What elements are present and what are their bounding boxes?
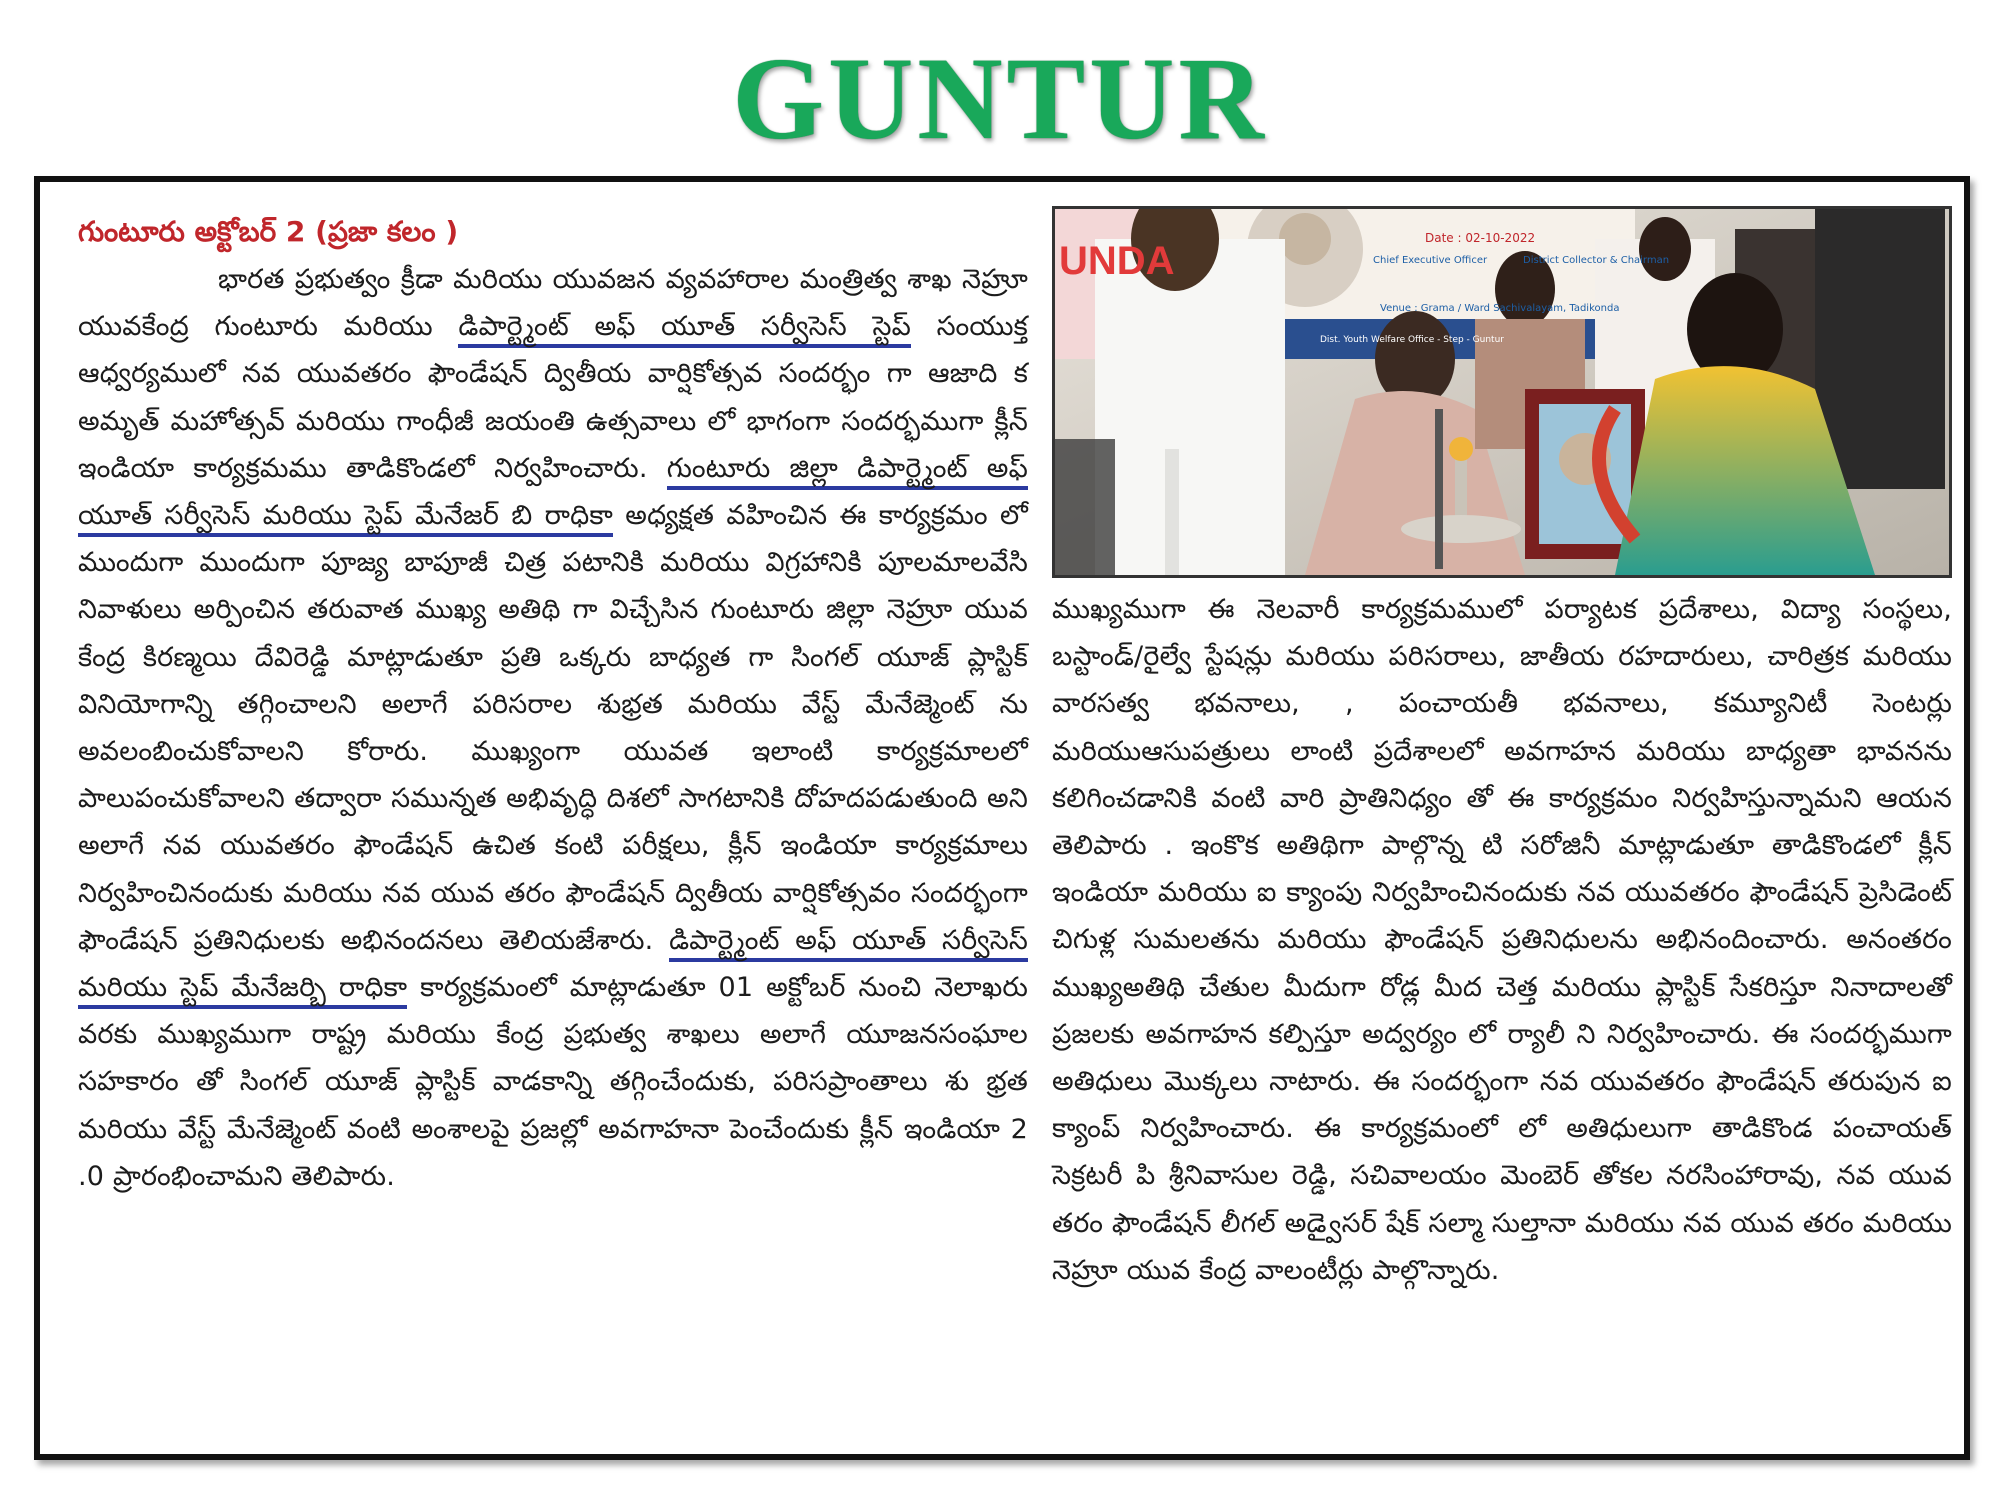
article-dateline: గుంటూరు అక్టోబర్ 2 (ప్రజా కలం ) [78, 215, 459, 248]
article-left-column [78, 210, 1028, 1200]
article-right-column [1052, 586, 1952, 1294]
banner-date: Date : 02-10-2022 [1425, 231, 1536, 245]
underlined-phrase: డిపార్ట్మెంట్ అఫ్ యూత్ సర్వీసెస్ స్టెప్ [458, 311, 911, 348]
masthead-title: GUNTUR [732, 33, 1268, 164]
banner-text-unda: UNDA [1059, 239, 1175, 283]
photo-illustration [1055, 209, 1949, 575]
text-run: అధ్యక్షత వహించిన ఈ కార్యక్రమం లో ముందుగా ముందుగా పూజ్య బాపూజీ చిత్ర పటానికి మరియు విగ్రహానికి పూలమాలవేసి నివాళులు అర్పించిన తరువాత ముఖ్య అతిథి గా విచ్చేసిన గుంటూరు జిల్లా నెహ్రూ యువ కేంద్ర కిరణ్మయి దేవిరెడ్డి మాట్లాడుతూ ప్రతి ఒక్కరు బాధ్యత గా సింగల్ యూజ్ ప్లాస్టిక్ వినియోగాన్ని తగ్గించాలని అలాగే పరిసరాల శుభ్రత మరియు వేస్ట్ మేనేజ్మెంట్ ను అవలంబించుకోవాలని కోరారు. ముఖ్యంగా యువత ఇలాంటి కార్యక్రమాలలో పాలుపంచుకోవాలని తద్వారా సమున్నత అభివృద్ధి దిశలో సాగటానికి దోహదపడుతుంది అని అలాగే నవ యువతరం ఫౌండేషన్ ఉచిత కంటి పరీక్షలు, క్లీన్ ఇండియా కార్యక్రమాలు నిర్వహించినందుకు మరియు నవ యువ తరం ఫౌండేషన్ ద్వితీయ వార్షికోత్సవం సందర్భంగా ఫౌండేషన్ ప్రతినిధులకు అభినందనలు తెలియజేశారు. [78, 500, 1028, 956]
event-photo [1052, 206, 1952, 578]
article-body-left [78, 256, 1028, 1200]
text-run: సంయుక్త ఆధ్వర్యములో నవ యువతరం ఫౌండేషన్ ద్వితీయ వార్షికోత్సవ సందర్భం గా ఆజాది క అమృత్ మహోత్సవ్ మరియు గాంధీజీ జయంతి ఉత్సవాలు లో భాగంగా సందర్భముగా క్లీన్ ఇండియా కార్యక్రమము తాడికొండలో నిర్వహించారు. [78, 311, 1028, 484]
newspaper-clipping [34, 176, 1970, 1460]
underlined-phrase: గుంటూరు జిల్లా డిపార్ట్మెంట్ అఫ్ యూత్ సర్వీసెస్ మరియు స్టెప్ మేనేజర్ బి రాధికా [78, 453, 1028, 537]
banner-officer-right: District Collector & Chairman [1523, 255, 1670, 266]
banner-office: Dist. Youth Welfare Office - Step - Guntur [1320, 335, 1504, 345]
text-run: కార్యక్రమంలో మాట్లాడుతూ 01 అక్టోబర్ నుంచి నెలాఖరు వరకు ముఖ్యముగా రాష్ట్ర మరియు కేంద్ర ప్రభుత్వ శాఖలు అలాగే యూజనసంఘాల సహకారం తో సింగల్ యూజ్ ప్లాస్టిక్ వాడకాన్ని తగ్గించేందుకు, పరిసప్రాంతాలు శు భ్రత మరియు వేస్ట్ మేనేజ్మెంట్ వంటి అంశాలపై ప్రజల్లో అవగాహనా పెంచేందుకు క్లీన్ ఇండియా 2 .0 ప్రారంభించామని తెలిపారు. [78, 972, 1028, 1192]
text-run: భారత ప్రభుత్వం క్రీడా మరియు యువజన వ్యవహారాల మంత్రిత్వ శాఖ నెహ్రూ యువకేంద్ర గుంటూరు మరియు [78, 264, 1028, 343]
article-body-right: ముఖ్యముగా ఈ నెలవారీ కార్యక్రమములో పర్యాటక ప్రదేశాలు, విద్యా సంస్థలు, బస్టాండ్/రైల్వే స్టేషన్లు మరియు పరిసరాలు, జాతీయ రహదారులు, చారిత్రక మరియు వారసత్వ భవనాలు, , పంచాయతీ భవనాలు, కమ్యూనిటీ సెంటర్లు మరియుఆసుపత్రులు లాంటి ప్రదేశాలలో అవగాహన మరియు బాధ్యతా భావనను కలిగించడానికి వంటి వారి ప్రాతినిధ్యం తో ఈ కార్యక్రమం నిర్వహిస్తున్నామని ఆయన తెలిపారు . ఇంకొక అతిథిగా పాల్గొన్న టి సరోజినీ మాట్లాడుతూ తాడికొండలో క్లీన్ ఇండియా మరియు ఐ క్యాంపు నిర్వహించినందుకు నవ యువతరం ఫౌండేషన్ ప్రెసిడెంట్ చిగుళ్ల సుమలతను మరియు ఫౌండేషన్ ప్రతినిధులను అభినందించారు. అనంతరం ముఖ్యఅతిథి చేతుల మీదుగా రోడ్ల మీద చెత్త మరియు ప్లాస్టిక్ సేకరిస్తూ నినాదాలతో ప్రజలకు అవగాహన కల్పిస్తూ అద్వర్యం లో ర్యాలీ ని నిర్వహించారు. ఈ సందర్భముగా అతిధులు మొక్కలు నాటారు. ఈ సందర్భంగా నవ యువతరం ఫౌండేషన్ తరుపున ఐ క్యాంప్ నిర్వహించారు. ఈ కార్యక్రమంలో లో అతిధులుగా తాడికొండ పంచాయత్ సెక్రటరీ పి శ్రీనివాసుల రెడ్డి, సచివాలయం మెంబెర్ తోకల నరసింహారావు, నవ యువ తరం ఫౌండేషన్ లీగల్ అడ్వైసర్ షేక్ సల్మా సుల్తానా మరియు నవ యువ తరం మరియు నెహ్రూ యువ కేంద్ర వాలంటీర్లు పాల్గొన్నారు. [1052, 594, 1952, 1286]
man-white-shirt [1095, 239, 1285, 575]
underlined-phrase: డిపార్ట్మెంట్ అఫ్ యూత్ సర్వీసెస్ మరియు స్టెప్ మేనేజర్బి రాధికా [78, 925, 1028, 1009]
banner-officer-left: Chief Executive Officer [1373, 255, 1488, 266]
banner-venue: Venue : Grama / Ward Sachivalayam, Tadikonda [1380, 303, 1620, 314]
